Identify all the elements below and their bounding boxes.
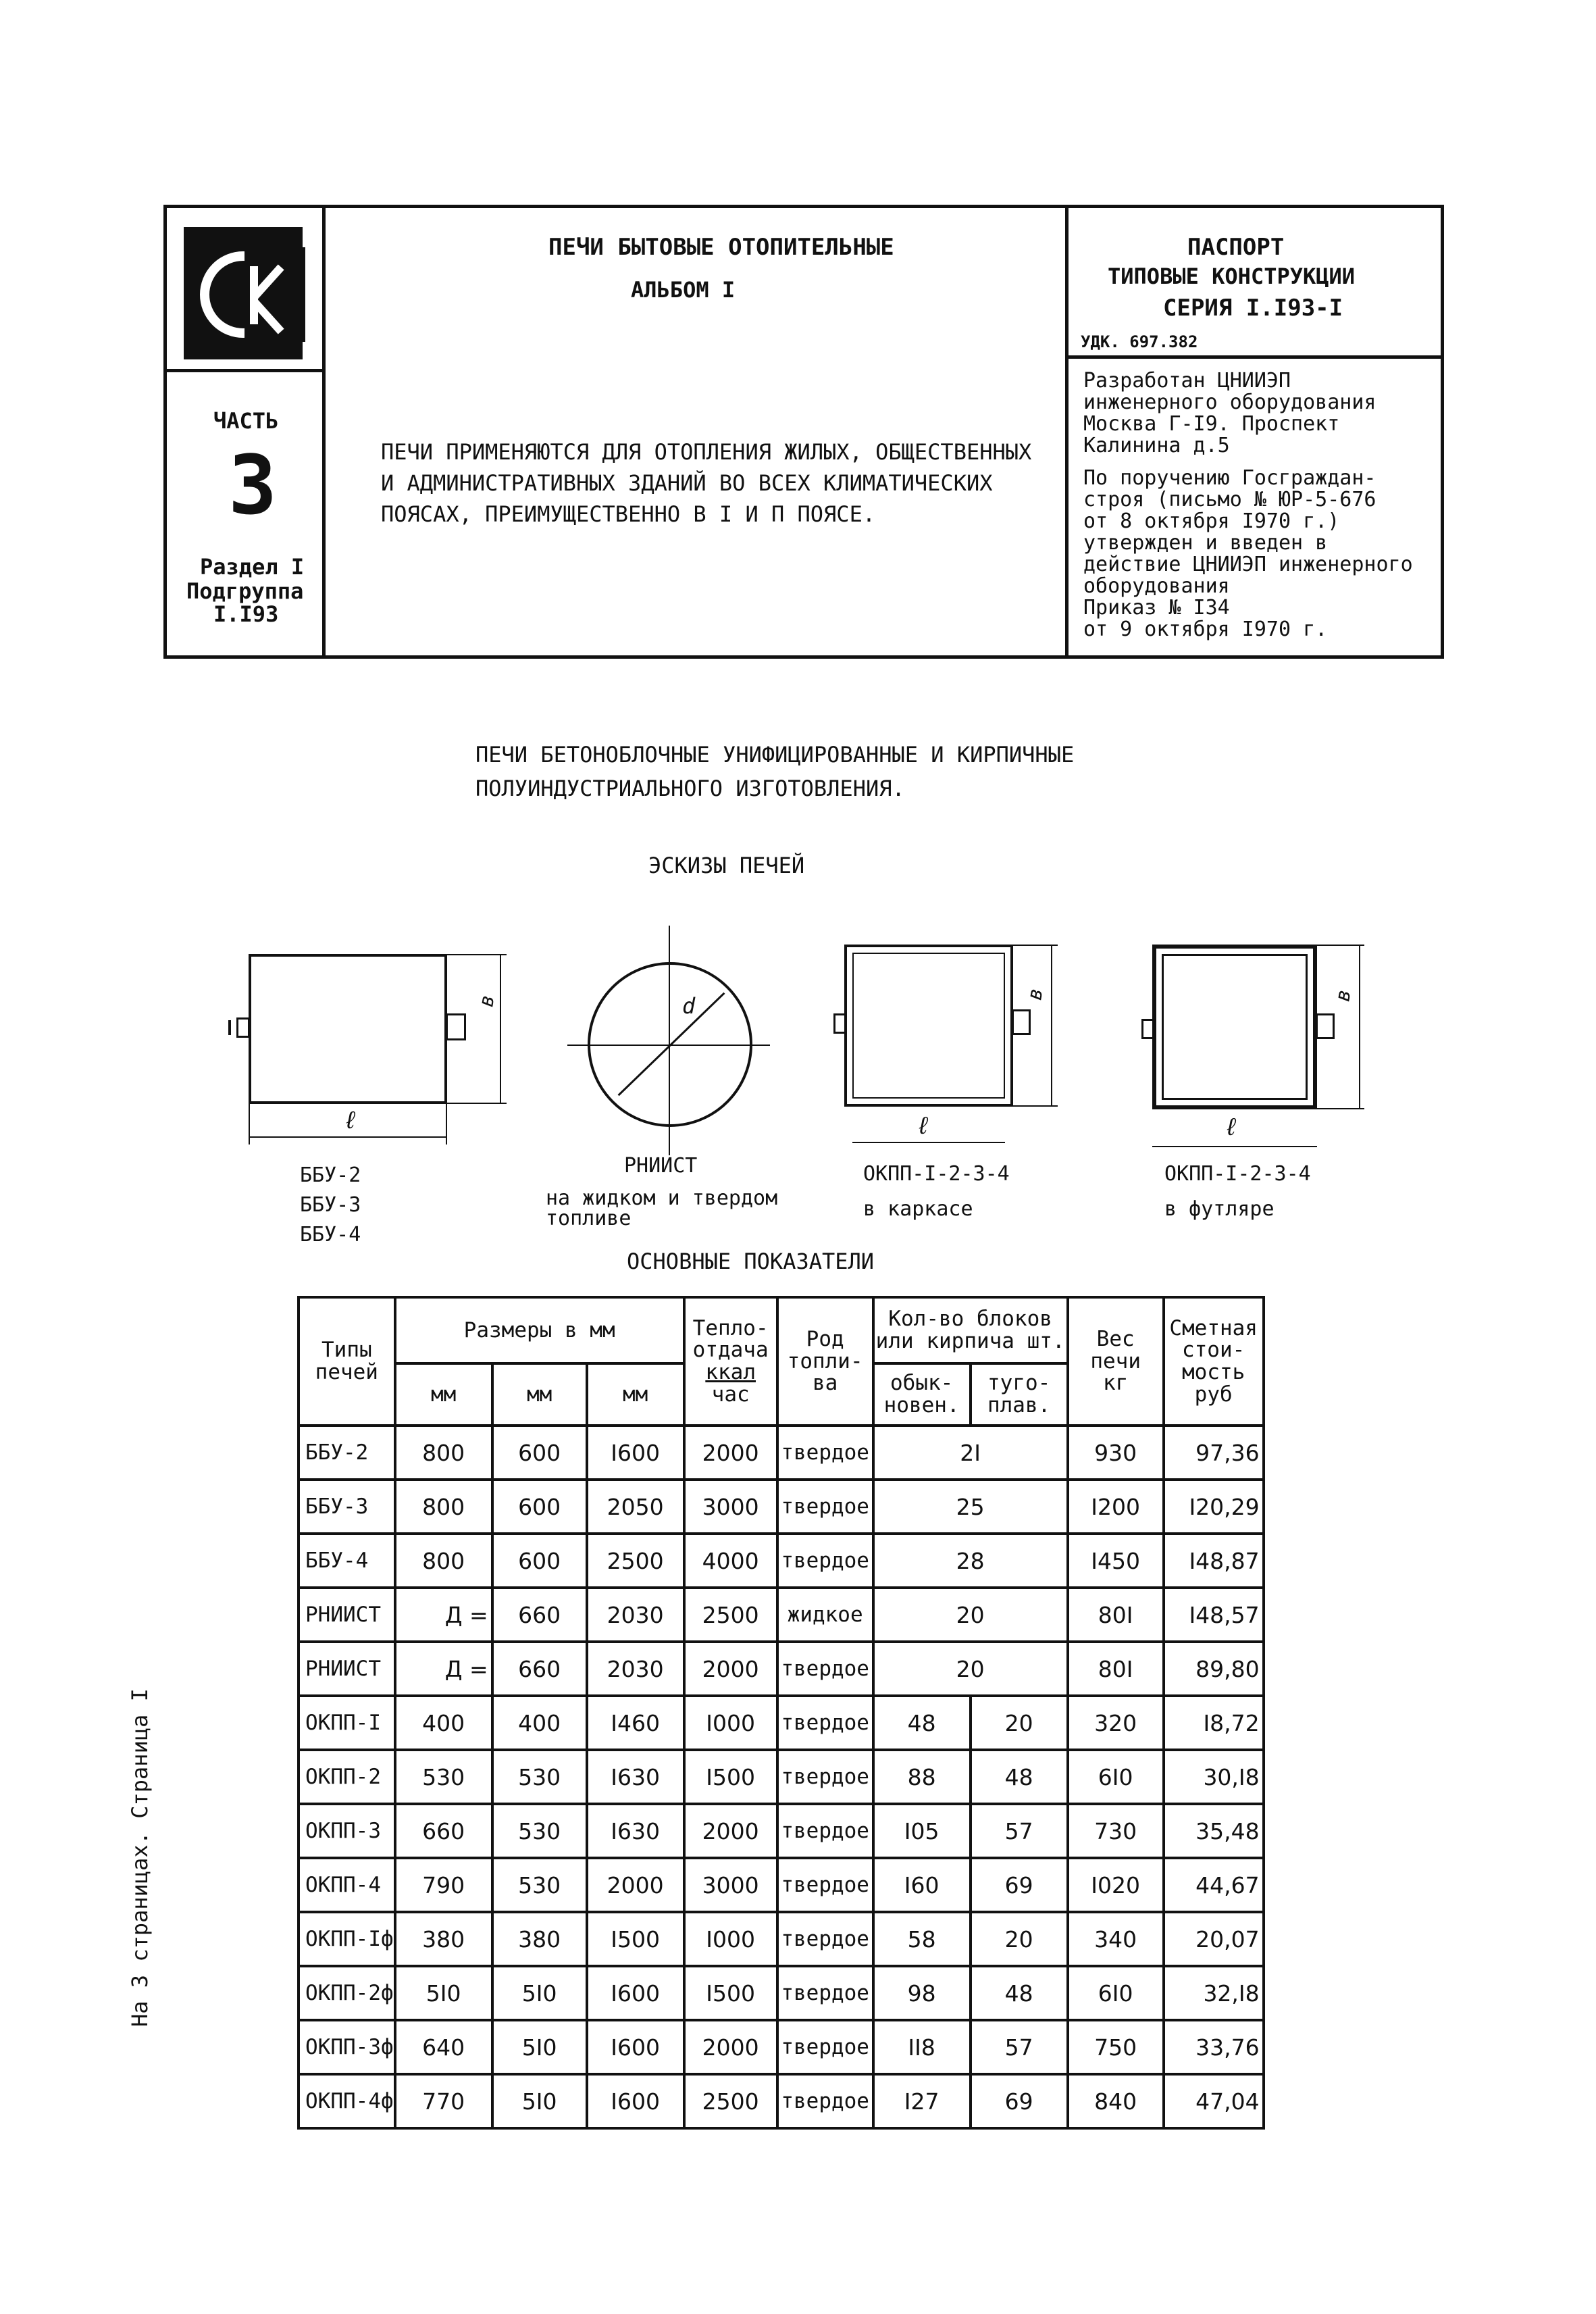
- cell-a: 800: [395, 1426, 492, 1480]
- cell-fuel: твердое: [777, 1534, 873, 1588]
- cell-b: 5I0: [492, 1966, 587, 2020]
- series-code: СЕРИЯ I.I93-I: [1163, 295, 1343, 322]
- okppf-case: [1162, 954, 1308, 1100]
- okpp-frame: [852, 953, 1005, 1099]
- cell-heat: I000: [684, 1696, 777, 1750]
- cell-cost: 35,48: [1164, 1804, 1264, 1858]
- cell-heat: 4000: [684, 1534, 777, 1588]
- dim-b: в: [1023, 986, 1048, 1003]
- section-label: Раздел I: [200, 554, 305, 580]
- developer-line: Разработан ЦНИИЭП: [1083, 369, 1291, 393]
- cell-w: 840: [1068, 2074, 1164, 2128]
- cell-w: 80I: [1068, 1642, 1164, 1696]
- cell-cost: 32,I8: [1164, 1966, 1264, 2020]
- okppf-flue-icon: [1316, 1013, 1335, 1039]
- cell-fuel: жидкое: [777, 1588, 873, 1642]
- header-sizes: Размеры в мм: [395, 1297, 684, 1363]
- cell-merged: 20: [873, 1642, 1068, 1696]
- cell-type: ОКПП-2: [299, 1750, 395, 1804]
- header-refractory: туго- плав.: [971, 1363, 1068, 1426]
- description-line: ПЕЧИ ПРИМЕНЯЮТСЯ ДЛЯ ОТОПЛЕНИЯ ЖИЛЫХ, ОБЩЕСТВЕННЫХ: [381, 439, 1032, 465]
- dim-d: d: [682, 993, 696, 1019]
- bbu-sketch: [249, 954, 447, 1104]
- header-ordinary: обык- новен.: [873, 1363, 971, 1426]
- cell-b: 660: [492, 1642, 587, 1696]
- cell-b: 530: [492, 1858, 587, 1912]
- cell-type: ББУ-4: [299, 1534, 395, 1588]
- cell-w: 6I0: [1068, 1966, 1164, 2020]
- cell-a: 5I0: [395, 1966, 492, 2020]
- divider: [1065, 355, 1441, 359]
- cell-heat: I500: [684, 1966, 777, 2020]
- cell-b: 5I0: [492, 2020, 587, 2074]
- subtitle-line: ПОЛУИНДУСТРИАЛЬНОГО ИЗГОТОВЛЕНИЯ.: [475, 776, 905, 801]
- cell-a: 400: [395, 1696, 492, 1750]
- cell-b: 530: [492, 1804, 587, 1858]
- table-row: [299, 1750, 1264, 1804]
- header-weight: Вес печи кг: [1068, 1297, 1164, 1426]
- cell-b: 600: [492, 1534, 587, 1588]
- cell-ord: 98: [873, 1966, 971, 2020]
- table-row: [299, 1696, 1264, 1750]
- page-note: На 3 страницах. Страница I: [127, 1688, 153, 2027]
- cell-ref: 57: [971, 1804, 1068, 1858]
- table-row: [299, 2074, 1264, 2128]
- description-line: И АДМИНИСТРАТИВНЫХ ЗДАНИЙ ВО ВСЕХ КЛИМАТИЧЕСКИХ: [381, 470, 993, 496]
- cell-w: I020: [1068, 1858, 1164, 1912]
- part-label: ЧАСТЬ: [213, 408, 279, 434]
- okpp-label: ОКПП-I-2-3-4: [863, 1162, 1010, 1186]
- cell-heat: I000: [684, 1912, 777, 1966]
- cell-b: 400: [492, 1696, 587, 1750]
- cell-cost: 20,07: [1164, 1912, 1264, 1966]
- bbu-door-icon: [236, 1017, 250, 1038]
- cell-ref: 20: [971, 1696, 1068, 1750]
- cell-a: 660: [395, 1804, 492, 1858]
- table-row: [299, 1912, 1264, 1966]
- cell-w: 750: [1068, 2020, 1164, 2074]
- cell-c: I600: [587, 1966, 684, 2020]
- cell-c: I600: [587, 2074, 684, 2128]
- cell-ref: 69: [971, 2074, 1068, 2128]
- cell-b: 660: [492, 1588, 587, 1642]
- cell-type: ОКПП-3: [299, 1804, 395, 1858]
- part-number: 3: [228, 439, 278, 533]
- cell-type: ОКПП-Iф: [299, 1912, 395, 1966]
- cell-c: I500: [587, 1912, 684, 1966]
- cell-cost: 33,76: [1164, 2020, 1264, 2074]
- cell-a: 790: [395, 1858, 492, 1912]
- approval-info: [1083, 468, 1413, 640]
- cell-c: I600: [587, 2020, 684, 2074]
- table-title: ОСНОВНЫЕ ПОКАЗАТЕЛИ: [627, 1249, 875, 1274]
- cell-c: 2030: [587, 1642, 684, 1696]
- subtitle-line: ПЕЧИ БЕТОНОБЛОЧНЫЕ УНИФИЦИРОВАННЫЕ И КИРПИЧНЫЕ: [475, 742, 1075, 768]
- cell-cost: I48,57: [1164, 1588, 1264, 1642]
- table-row: [299, 1804, 1264, 1858]
- developer-line: Калинина д.5: [1083, 434, 1230, 457]
- cell-c: 2050: [587, 1480, 684, 1534]
- cell-cost: I8,72: [1164, 1696, 1264, 1750]
- header-type: Типы печей: [299, 1297, 395, 1426]
- cell-type: ОКПП-3ф: [299, 2020, 395, 2074]
- cell-w: 80I: [1068, 1588, 1164, 1642]
- cell-fuel: твердое: [777, 1696, 873, 1750]
- cell-heat: 2000: [684, 1426, 777, 1480]
- cell-type: РНИИСТ: [299, 1588, 395, 1642]
- cell-w: 320: [1068, 1696, 1164, 1750]
- cell-fuel: твердое: [777, 1858, 873, 1912]
- okppf-sublabel: в футляре: [1164, 1197, 1275, 1221]
- cell-w: 930: [1068, 1426, 1164, 1480]
- cell-a: 800: [395, 1480, 492, 1534]
- header-blocks: Кол-во блоков или кирпича шт.: [873, 1297, 1068, 1363]
- cell-fuel: твердое: [777, 1912, 873, 1966]
- table-row: [299, 2020, 1264, 2074]
- cell-c: I630: [587, 1750, 684, 1804]
- header-cost: Сметная стои- мость руб: [1164, 1297, 1264, 1426]
- approval-line: строя (письмо № ЮР-5-676: [1083, 488, 1376, 511]
- header-heat: Тепло- отдача ккал час: [684, 1297, 777, 1426]
- table-row: [299, 1642, 1264, 1696]
- cell-ab: Д =: [395, 1588, 492, 1642]
- approval-line: действие ЦНИИЭП инженерного: [1083, 553, 1413, 576]
- cell-c: 2000: [587, 1858, 684, 1912]
- approval-line: от 9 октября I970 г.: [1083, 618, 1328, 641]
- okpp-flue-icon: [1012, 1009, 1031, 1035]
- dim-l: ℓ: [1224, 1113, 1239, 1141]
- cell-ord: I60: [873, 1858, 971, 1912]
- cell-ref: 48: [971, 1966, 1068, 2020]
- cell-c: I630: [587, 1804, 684, 1858]
- cell-fuel: твердое: [777, 1750, 873, 1804]
- okpp-sublabel: в каркасе: [863, 1197, 973, 1221]
- divider: [1065, 208, 1069, 655]
- bbu-labels: [300, 1161, 361, 1250]
- rniist-label: РНИИСТ: [624, 1154, 698, 1178]
- dim-l: ℓ: [916, 1112, 931, 1140]
- okpp-door-icon: [833, 1013, 847, 1034]
- divider: [167, 369, 322, 372]
- cell-cost: 89,80: [1164, 1642, 1264, 1696]
- cell-b: 380: [492, 1912, 587, 1966]
- cell-ref: 48: [971, 1750, 1068, 1804]
- table-row: [299, 1966, 1264, 2020]
- cell-fuel: твердое: [777, 1426, 873, 1480]
- cell-ord: II8: [873, 2020, 971, 2074]
- cell-ord: 88: [873, 1750, 971, 1804]
- description-line: ПОЯСАХ, ПРЕИМУЩЕСТВЕННО В I И П ПОЯСЕ.: [381, 501, 876, 527]
- dim-b: в: [1331, 987, 1356, 1004]
- cell-type: ББУ-3: [299, 1480, 395, 1534]
- cell-w: I200: [1068, 1480, 1164, 1534]
- cell-merged: 20: [873, 1588, 1068, 1642]
- cell-heat: 2000: [684, 2020, 777, 2074]
- cell-ref: 69: [971, 1858, 1068, 1912]
- cell-merged: 28: [873, 1534, 1068, 1588]
- cell-heat: I500: [684, 1750, 777, 1804]
- cell-a: 800: [395, 1534, 492, 1588]
- sketch-label: ББУ-3: [300, 1193, 361, 1217]
- rniist-sublabel: топливе: [546, 1207, 632, 1230]
- cell-type: ОКПП-I: [299, 1696, 395, 1750]
- table-row: [299, 1534, 1264, 1588]
- cell-a: 380: [395, 1912, 492, 1966]
- cell-c: I600: [587, 1426, 684, 1480]
- cell-type: ОКПП-4ф: [299, 2074, 395, 2128]
- sk-logo: [184, 227, 303, 359]
- cell-b: 5I0: [492, 2074, 587, 2128]
- passport-type: ТИПОВЫЕ КОНСТРУКЦИИ: [1108, 263, 1356, 289]
- approval-line: Приказ № I34: [1083, 596, 1230, 620]
- approval-line: По поручению Госграждан-: [1083, 466, 1376, 490]
- cell-ab: Д =: [395, 1642, 492, 1696]
- album-title: ПЕЧИ БЫТОВЫЕ ОТОПИТЕЛЬНЫЕ: [548, 234, 894, 261]
- passport-title: ПАСПОРТ: [1187, 234, 1285, 261]
- cell-merged: 25: [873, 1480, 1068, 1534]
- cell-heat: 2500: [684, 2074, 777, 2128]
- cell-cost: I20,29: [1164, 1480, 1264, 1534]
- cell-fuel: твердое: [777, 2020, 873, 2074]
- cell-fuel: твердое: [777, 1804, 873, 1858]
- cell-cost: 30,I8: [1164, 1750, 1264, 1804]
- cell-heat: 2000: [684, 1642, 777, 1696]
- table-row: [299, 1588, 1264, 1642]
- cell-fuel: твердое: [777, 1642, 873, 1696]
- cell-heat: 3000: [684, 1858, 777, 1912]
- cell-heat: 3000: [684, 1480, 777, 1534]
- cell-ref: 20: [971, 1912, 1068, 1966]
- cell-b: 600: [492, 1480, 587, 1534]
- header-mm: мм: [587, 1363, 684, 1426]
- cell-a: 530: [395, 1750, 492, 1804]
- table-row: [299, 1480, 1264, 1534]
- cell-b: 600: [492, 1426, 587, 1480]
- cell-w: I450: [1068, 1534, 1164, 1588]
- cell-heat: 2000: [684, 1804, 777, 1858]
- header-mm: мм: [492, 1363, 587, 1426]
- okppf-label: ОКПП-I-2-3-4: [1164, 1162, 1311, 1186]
- approval-line: утвержден и введен в: [1083, 531, 1328, 555]
- sketches-title: ЭСКИЗЫ ПЕЧЕЙ: [648, 853, 805, 878]
- cell-c: I460: [587, 1696, 684, 1750]
- album-number: АЛЬБОМ I: [631, 277, 736, 303]
- table-row: [299, 1426, 1264, 1480]
- cell-cost: 97,36: [1164, 1426, 1264, 1480]
- cell-b: 530: [492, 1750, 587, 1804]
- developer-info: [1083, 370, 1376, 457]
- table-row: [299, 1858, 1264, 1912]
- main-indicators-table: [297, 1296, 1265, 2130]
- developer-line: Москва Г-I9. Проспект: [1083, 412, 1340, 436]
- cell-cost: I48,87: [1164, 1534, 1264, 1588]
- cell-w: 730: [1068, 1804, 1164, 1858]
- cell-type: ОКПП-4: [299, 1858, 395, 1912]
- header-fuel: Род топли- ва: [777, 1297, 873, 1426]
- cell-type: РНИИСТ: [299, 1642, 395, 1696]
- okppf-door-icon: [1141, 1019, 1155, 1039]
- dim-l: ℓ: [343, 1107, 358, 1134]
- udk-code: УДК. 697.382: [1081, 332, 1198, 351]
- cell-a: 770: [395, 2074, 492, 2128]
- cell-a: 640: [395, 2020, 492, 2074]
- divider: [322, 208, 326, 655]
- cell-ord: 58: [873, 1912, 971, 1966]
- usage-description: [381, 436, 1031, 530]
- cell-cost: 47,04: [1164, 2074, 1264, 2128]
- sketch-label: ББУ-2: [300, 1163, 361, 1187]
- cell-c: 2500: [587, 1534, 684, 1588]
- cell-merged: 2I: [873, 1426, 1068, 1480]
- cell-type: ББУ-2: [299, 1426, 395, 1480]
- dim-b: в: [474, 992, 500, 1009]
- cell-ref: 57: [971, 2020, 1068, 2074]
- developer-line: инженерного оборудования: [1083, 391, 1376, 414]
- cell-ord: I05: [873, 1804, 971, 1858]
- cell-ord: 48: [873, 1696, 971, 1750]
- sketch-label: ББУ-4: [300, 1223, 361, 1247]
- subgroup-label: Подгруппа: [186, 578, 304, 604]
- cell-heat: 2500: [684, 1588, 777, 1642]
- approval-line: оборудования: [1083, 574, 1230, 598]
- cell-w: 6I0: [1068, 1750, 1164, 1804]
- cell-w: 340: [1068, 1912, 1164, 1966]
- cell-type: ОКПП-2ф: [299, 1966, 395, 2020]
- header-mm: мм: [395, 1363, 492, 1426]
- bbu-flue-icon: [446, 1013, 466, 1040]
- subgroup-code: I.I93: [213, 601, 279, 627]
- cell-c: 2030: [587, 1588, 684, 1642]
- cell-cost: 44,67: [1164, 1858, 1264, 1912]
- cell-fuel: твердое: [777, 2074, 873, 2128]
- approval-line: от 8 октября I970 г.): [1083, 509, 1340, 533]
- cell-fuel: твердое: [777, 1966, 873, 2020]
- rniist-sublabel: на жидком и твердом: [546, 1186, 778, 1210]
- cell-ord: I27: [873, 2074, 971, 2128]
- cell-fuel: твердое: [777, 1480, 873, 1534]
